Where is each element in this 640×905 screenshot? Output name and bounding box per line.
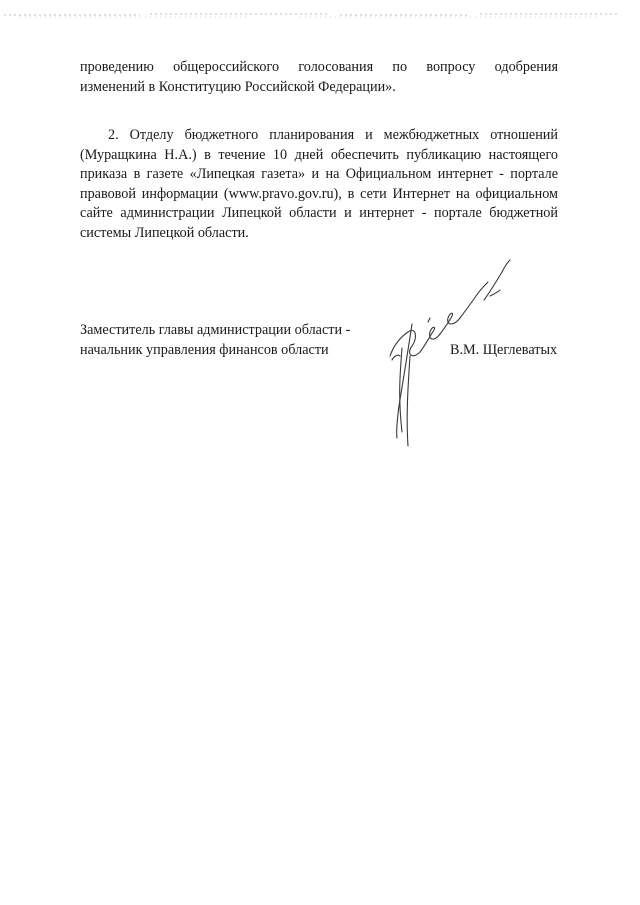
signatory-title-line-1: Заместитель главы администрации области - (80, 322, 351, 338)
paragraph-2 (80, 126, 558, 244)
paragraph-2-line-2: (Муращкина Н.А.) в течение 10 дней обеспечить публикацию настоящего (80, 146, 558, 163)
paragraph-1-line-1: проведению общероссийского голосования по вопросу одобрения (80, 59, 558, 75)
paragraph-2-line-4: правовой информации (www.pravo.gov.ru), в сети Интернет на официальном (80, 185, 558, 202)
signatory-name: В.М. Щеглеватых (450, 342, 558, 358)
paragraph-1 (80, 58, 558, 97)
paragraph-2-line-3: приказа в газете «Липецкая газета» и на Официальном интернет - портале (80, 166, 558, 183)
handwritten-signature (372, 256, 522, 466)
paragraph-2-line-6: системы Липецкой области. (80, 224, 249, 241)
signatory-title (80, 320, 350, 360)
paragraph-2-line-5: сайте администрации Липецкой области и интернет - портале бюджетной (80, 205, 558, 222)
signatory-title-line-2: начальник управления финансов области (80, 342, 329, 358)
scan-artifact-edge (0, 6, 640, 20)
paragraph-1-line-2: изменений в Конституцию Российской Федерации». (80, 78, 396, 95)
paragraph-2-line-1: 2. Отделу бюджетного планирования и межбюджетных отношений (108, 127, 558, 143)
